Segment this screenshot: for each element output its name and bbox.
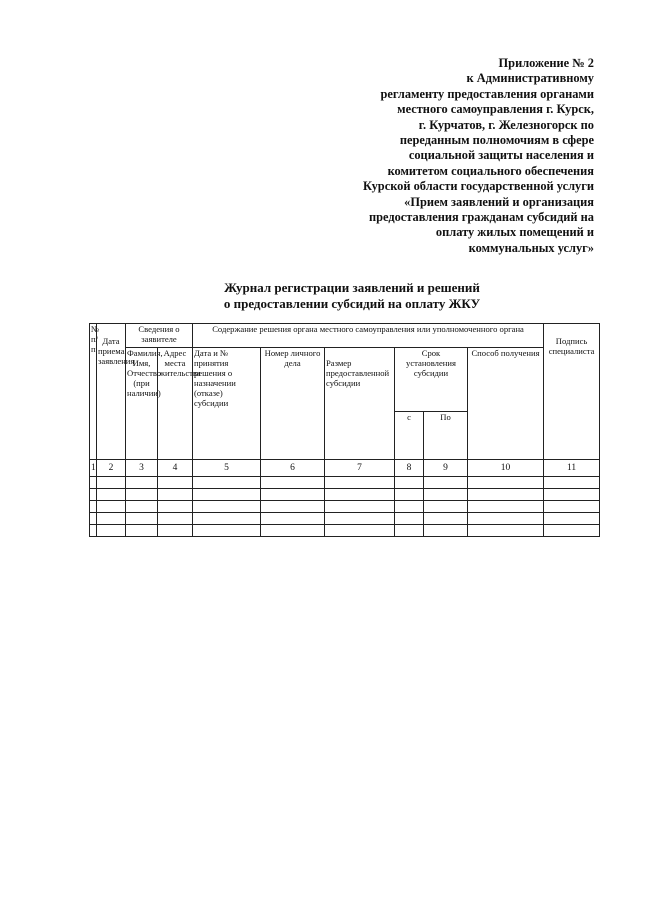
table-row <box>90 501 600 513</box>
header-applicant-group: Сведения о заявителе <box>126 324 193 348</box>
column-number: 3 <box>126 460 158 477</box>
table-cell <box>90 513 97 525</box>
table-cell <box>468 525 544 537</box>
appendix-line: регламенту предоставления органами <box>380 86 594 101</box>
table-cell <box>261 513 325 525</box>
column-number: 8 <box>395 460 424 477</box>
header-decision-group: Содержание решения органа местного самоуправления или уполномоченного органа <box>193 324 544 348</box>
table-cell <box>261 489 325 501</box>
header-num: № п/п <box>90 324 97 460</box>
table-cell <box>544 489 600 501</box>
appendix-line: коммунальных услуг» <box>468 240 594 255</box>
table-row <box>90 489 600 501</box>
document-title <box>0 280 640 312</box>
table-cell <box>97 525 126 537</box>
table-cell <box>325 525 395 537</box>
table-row <box>90 513 600 525</box>
column-number: 7 <box>325 460 395 477</box>
table-row <box>90 525 600 537</box>
header-period-from: с <box>395 412 424 460</box>
table-cell <box>158 501 193 513</box>
table-cell <box>424 489 468 501</box>
table-cell <box>325 513 395 525</box>
table-cell <box>395 525 424 537</box>
table-cell <box>158 477 193 489</box>
table-cell <box>395 489 424 501</box>
table-cell <box>395 501 424 513</box>
table-cell <box>424 525 468 537</box>
table-cell <box>193 501 261 513</box>
table-cell <box>544 501 600 513</box>
appendix-line: Приложение № 2 <box>498 56 594 70</box>
header-address: Адрес места жительства <box>158 348 193 460</box>
appendix-line: социальной защиты населения и <box>408 148 594 163</box>
table-cell <box>325 501 395 513</box>
appendix-line: оплату жилых помещений и <box>435 225 594 240</box>
appendix-line: «Прием заявлений и организация <box>404 194 594 209</box>
column-numbers-row <box>90 460 600 477</box>
appendix-line: комитетом социального обеспечения <box>387 163 594 178</box>
table-cell <box>97 477 126 489</box>
column-number: 6 <box>261 460 325 477</box>
table-cell <box>424 477 468 489</box>
table-cell <box>468 477 544 489</box>
header-method: Способ получения <box>468 348 544 460</box>
table-cell <box>126 489 158 501</box>
table-cell <box>158 489 193 501</box>
table-cell <box>544 477 600 489</box>
appendix-line: к Административному <box>466 71 594 86</box>
table-cell <box>97 501 126 513</box>
table-cell <box>261 525 325 537</box>
appendix-line: г. Курчатов, г. Железногорск по <box>418 117 594 132</box>
table-cell <box>97 513 126 525</box>
table-cell <box>126 513 158 525</box>
table-cell <box>468 489 544 501</box>
table-cell <box>193 477 261 489</box>
table-cell <box>126 477 158 489</box>
table-cell <box>90 489 97 501</box>
appendix-line: переданным полномочиям в сфере <box>399 133 594 148</box>
header-fio: Фамилия, Имя, Отчество (при наличии) <box>126 348 158 460</box>
table-cell <box>325 477 395 489</box>
appendix-line: Курской области государственной услуги <box>362 179 594 194</box>
empty-rows <box>90 477 600 537</box>
table-cell <box>468 501 544 513</box>
column-number: 4 <box>158 460 193 477</box>
table-cell <box>90 477 97 489</box>
table-cell <box>193 525 261 537</box>
title-line-2: о предоставлении субсидий на оплату ЖКУ <box>223 296 481 311</box>
table-cell <box>544 513 600 525</box>
table-cell <box>126 525 158 537</box>
table-cell <box>193 489 261 501</box>
table-cell <box>193 513 261 525</box>
table-cell <box>158 525 193 537</box>
table-cell <box>158 513 193 525</box>
table-row <box>90 477 600 489</box>
column-number: 9 <box>424 460 468 477</box>
column-number: 10 <box>468 460 544 477</box>
table-cell <box>395 513 424 525</box>
table-cell <box>97 489 126 501</box>
column-number: 5 <box>193 460 261 477</box>
table-cell <box>325 489 395 501</box>
table-cell <box>424 501 468 513</box>
column-number: 1 <box>90 460 97 477</box>
table-cell <box>395 477 424 489</box>
column-number: 11 <box>544 460 600 477</box>
appendix-block <box>294 56 594 256</box>
header-signature: Подпись специалиста <box>544 324 600 460</box>
column-number: 2 <box>97 460 126 477</box>
table-cell <box>544 525 600 537</box>
table-cell <box>468 513 544 525</box>
table-cell <box>424 513 468 525</box>
appendix-line: предоставления гражданам субсидий на <box>368 210 594 225</box>
header-case-number: Номер личного дела <box>261 348 325 460</box>
table-cell <box>126 501 158 513</box>
table-cell <box>90 501 97 513</box>
registration-journal-table <box>89 323 600 537</box>
header-amount: Размер предоставленной субсидии <box>325 348 395 460</box>
header-period: Срок установления субсидии <box>395 348 468 412</box>
table-cell <box>90 525 97 537</box>
table-cell <box>261 501 325 513</box>
header-period-to: По <box>424 412 468 460</box>
title-line-1: Журнал регистрации заявлений и решений <box>224 280 480 295</box>
header-decision-date: Дата и № принятия решения о назначении (отказе) субсидии <box>193 348 261 460</box>
appendix-line: местного самоуправления г. Курск, <box>397 102 594 117</box>
header-date: Дата приема заявления <box>97 324 126 460</box>
table-cell <box>261 477 325 489</box>
